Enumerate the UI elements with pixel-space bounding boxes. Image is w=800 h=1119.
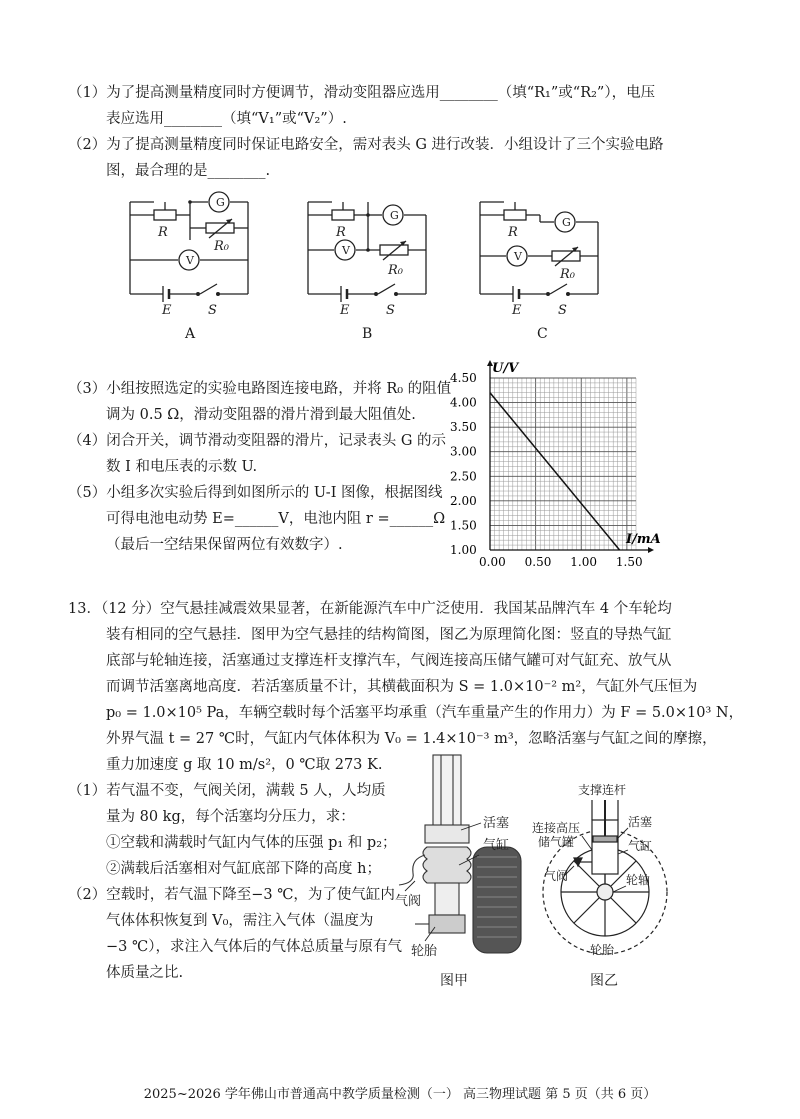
- circuit-a-v-label: V: [186, 254, 194, 267]
- circuit-a-r-label: R: [158, 225, 168, 240]
- circuit-b-r0: [380, 245, 408, 255]
- q13-sub1-line3: ①空载和满载时气缸内气体的压强 p₁ 和 p₂；: [106, 835, 397, 851]
- page-footer: 2025~2026 学年佛山市普通高中教学质量检测（一） 高三物理试题 第 5 页（共 6 页）: [143, 1087, 657, 1102]
- q12-part1-line2: 表应选用________（填“V₁”或“V₂”）.: [106, 111, 347, 127]
- circuit-a-caption: A: [185, 326, 196, 342]
- q12-part5-line2: 可得电池电动势 E=______V，电池内阻 r =______Ω: [106, 511, 446, 527]
- circuit-b-r-label: R: [336, 225, 346, 240]
- circuit-a-g-label: G: [216, 196, 225, 209]
- circuit-c: [470, 190, 610, 318]
- circuit-a-r0-label: R₀: [214, 239, 229, 254]
- circuit-b-v-label: V: [342, 244, 350, 257]
- q12-part4-line2: 数 I 和电压表的示数 U.: [106, 459, 258, 475]
- circuit-c-v-label: V: [514, 250, 522, 263]
- yi-cylinder-label: 气缸: [628, 839, 653, 853]
- yi-valve-label: 气阀: [544, 869, 569, 883]
- q12-part2-line2: 图，最合理的是________.: [106, 163, 271, 179]
- yi-tire-label: 轮胎: [590, 943, 615, 957]
- x-tick-label: 0.50: [524, 555, 552, 569]
- circuit-b-g-label: G: [390, 209, 399, 222]
- x-axis-arrow: [648, 547, 654, 553]
- jia-cylinder: [435, 883, 459, 915]
- jia-valve-pipe: [399, 855, 425, 885]
- q13-sub1-line2: 量为 80 kg，每个活塞均分压力，求：: [106, 809, 355, 825]
- jia-piston-label: 活塞: [483, 816, 510, 831]
- circuit-a-r0: [206, 223, 234, 233]
- yi-rod-label: 支撑连杆: [578, 783, 627, 797]
- circuit-b-e-label: E: [340, 303, 350, 318]
- q13-sub2-line3: −3 ℃），求注入气体后的气体总质量与原有气: [106, 939, 402, 955]
- y-tick-label: 1.00: [450, 543, 477, 557]
- q13-sub1-line4: ②满载后活塞相对气缸底部下降的高度 h；: [106, 861, 381, 877]
- y-tick-label: 1.50: [450, 518, 477, 533]
- y-tick-label: 4.50: [450, 371, 477, 385]
- figure-yi-caption: 图乙: [590, 973, 618, 989]
- chart-xlabel: I/mA: [626, 532, 661, 547]
- chart-ticks: [450, 371, 643, 569]
- circuit-c-s-label: S: [558, 303, 567, 318]
- circuit-c-r-label: R: [508, 225, 518, 240]
- circuit-b-r0-label: R₀: [388, 263, 403, 278]
- yi-axle-label: 轮轴: [626, 873, 651, 887]
- q12-part5-line1: （5）小组多次实验后得到如图所示的 U-I 图像，根据图线: [68, 485, 443, 501]
- chart-ylabel: U/V: [492, 361, 519, 376]
- circuit-c-e-label: E: [512, 303, 522, 318]
- q12-part1-line1: （1）为了提高测量精度同时方便调节，滑动变阻器应选用________（填“R₁”或“R₂”），电压: [68, 85, 656, 101]
- x-tick-label: 0.00: [479, 555, 506, 569]
- q12-part2-line1: （2）为了提高测量精度同时保证电路安全，需对表头 G 进行改装．小组设计了三个实验电路: [68, 137, 664, 153]
- x-tick-label: 1.00: [570, 555, 597, 569]
- jia-air-spring: [423, 847, 471, 883]
- q13-sub2-line2: 气体体积恢复到 V₀，需注入气体（温度为: [106, 913, 374, 929]
- yi-axle: [597, 884, 613, 900]
- q13-intro-line5: p₀ = 1.0×10⁵ Pa，车辆空载时每个活塞平均承重（汽车重量产生的作用力）为 F = 5.0×10³ N，: [106, 705, 744, 721]
- circuit-c-g-label: G: [562, 216, 571, 229]
- circuit-b-s-label: S: [386, 303, 395, 318]
- figure-yi: [530, 780, 680, 960]
- jia-hub: [429, 915, 465, 933]
- q12-part3-line2: 调为 0.5 Ω，滑动变阻器的滑片滑到最大阻值处.: [106, 407, 416, 423]
- yi-piston: [593, 836, 617, 842]
- circuit-a-rheostat: [154, 210, 176, 220]
- jia-tire-label: 轮胎: [411, 944, 438, 959]
- q13-sub2-line4: 体质量之比.: [106, 965, 184, 981]
- q12-part3-line1: （3）小组按照选定的实验电路图连接电路，并将 R₀ 的阻值: [68, 381, 452, 397]
- q13-intro-line7: 重力加速度 g 取 10 m/s²，0 ℃取 273 K.: [106, 757, 383, 773]
- circuit-c-caption: C: [537, 326, 548, 342]
- chart-grid: [490, 378, 636, 550]
- y-tick-label: 4.00: [450, 395, 477, 410]
- yi-tank-line1: 连接高压: [532, 821, 581, 835]
- circuit-b: [298, 190, 438, 318]
- q13-sub1-line1: （1）若气温不变，气阀关闭，满载 5 人，人均质: [68, 783, 386, 799]
- figure-jia-caption: 图甲: [440, 973, 468, 989]
- jia-strut: [433, 755, 461, 830]
- x-tick-label: 1.50: [615, 555, 643, 569]
- jia-valve-label: 气阀: [395, 894, 422, 909]
- q12-part4-line1: （4）闭合开关，调节滑动变阻器的滑片，记录表头 G 的示: [68, 433, 447, 449]
- circuit-a-s-label: S: [208, 303, 217, 318]
- q13-intro-line3: 底部与轮轴连接，活塞通过支撑连杆支撑汽车，气阀连接高压储气罐可对气缸充、放气从: [106, 653, 672, 669]
- y-tick-label: 2.50: [450, 469, 477, 484]
- q13-intro-line1: 13．（12 分）空气悬挂减震效果显著，在新能源汽车中广泛使用．我国某品牌汽车 4 个车轮均: [68, 601, 672, 617]
- circuit-c-r0: [552, 251, 580, 261]
- yi-tank-line2: 储气罐: [538, 835, 575, 849]
- y-tick-label: 3.00: [450, 444, 477, 459]
- q13-intro-line4: 而调节活塞离地高度．若活塞质量不计，其横截面积为 S = 1.0×10⁻² m²，气缸外气压恒为: [106, 679, 698, 695]
- yi-piston-label: 活塞: [628, 815, 653, 829]
- circuit-a: [120, 190, 260, 318]
- q12-part5-line3: （最后一空结果保留两位有效数字）.: [106, 537, 343, 553]
- circuit-c-r0-label: R₀: [560, 267, 575, 282]
- q13-intro-line2: 装有相同的空气悬挂．图甲为空气悬挂的结构简图，图乙为原理简化图：竖直的导热气缸: [106, 627, 672, 643]
- jia-cylinder-label: 气缸: [483, 838, 510, 853]
- q13-sub2-line1: （2）空载时，若气温下降至−3 ℃，为了使气缸内: [68, 887, 395, 903]
- circuit-b-caption: B: [362, 326, 373, 342]
- circuit-a-switch: [200, 284, 217, 294]
- y-tick-label: 3.50: [450, 420, 477, 435]
- y-tick-label: 2.00: [450, 493, 477, 508]
- q13-intro-line6: 外界气温 t = 27 ℃时，气缸内气体体积为 V₀ = 1.4×10⁻³ m³，忽略活塞与气缸之间的摩擦，: [106, 731, 717, 747]
- circuit-a-e-label: E: [162, 303, 172, 318]
- ui-chart: [440, 360, 670, 575]
